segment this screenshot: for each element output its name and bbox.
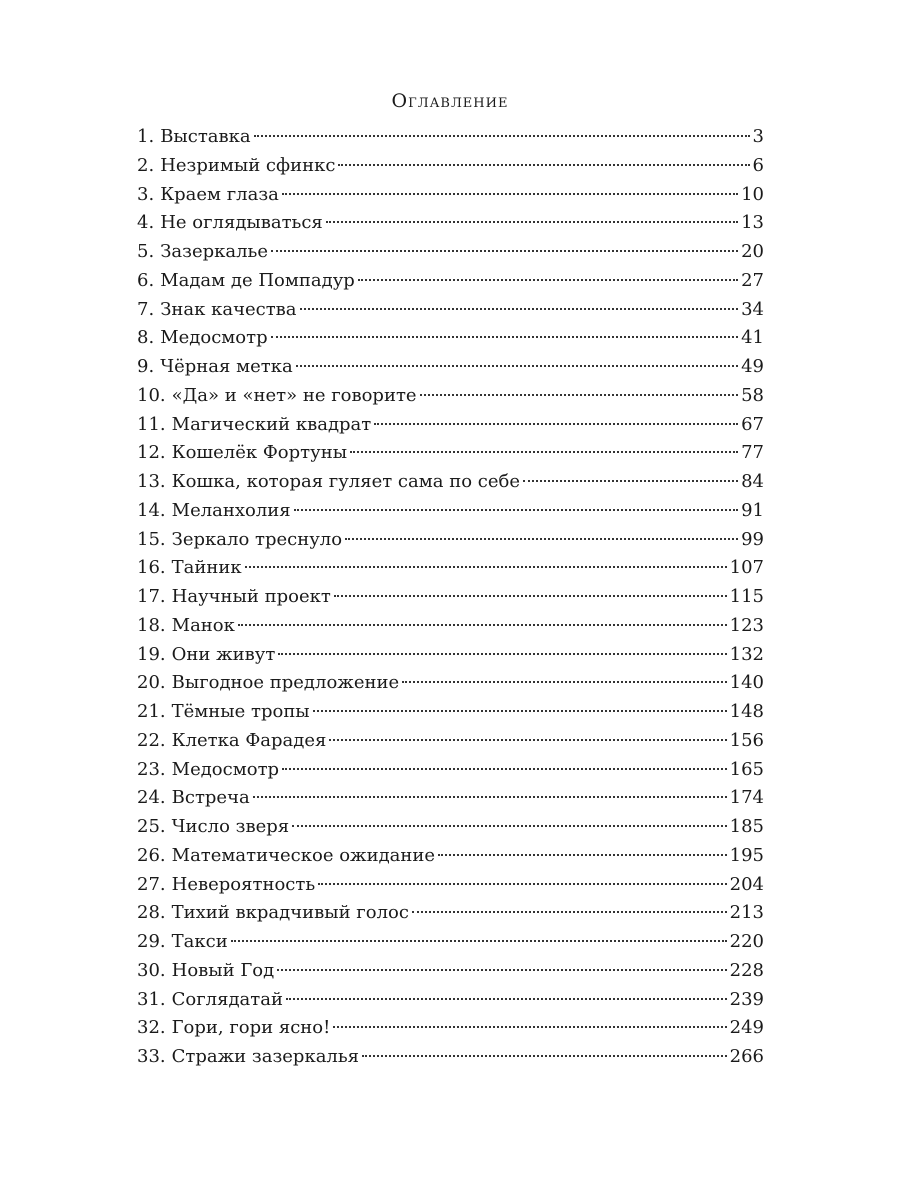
- chapter-number: 21.: [137, 701, 166, 722]
- chapter-title: Новый Год: [171, 959, 275, 981]
- toc-entry: [137, 296, 764, 325]
- toc-entry: [137, 353, 764, 382]
- chapter-page-number: 220: [729, 931, 764, 952]
- chapter-number: 10.: [137, 384, 166, 406]
- dot-leader: [300, 308, 739, 310]
- chapter-number: 6.: [137, 269, 155, 291]
- chapter-number: 15.: [137, 528, 166, 550]
- toc-entry: [137, 1014, 764, 1043]
- chapter-page-number: 77: [741, 442, 764, 464]
- chapter-page-number: 165: [729, 758, 764, 780]
- toc-entry: [137, 669, 764, 698]
- toc-entry: [137, 152, 764, 181]
- chapter-title: Краем глаза: [160, 183, 279, 205]
- chapter-title: Гори, гори ясно!: [171, 1017, 331, 1039]
- toc-entry: [137, 957, 764, 986]
- chapter-title: Тайник: [171, 557, 242, 579]
- chapter-number: 32.: [137, 1017, 166, 1039]
- chapter-number: 33.: [137, 1046, 166, 1067]
- chapter-number: 11.: [137, 413, 166, 435]
- toc-entry: [137, 181, 764, 210]
- chapter-page-number: 6: [752, 154, 764, 176]
- dot-leader: [326, 221, 738, 223]
- dot-leader: [245, 566, 727, 568]
- chapter-number: 12.: [137, 442, 166, 464]
- chapter-number: 2.: [137, 154, 155, 176]
- chapter-page-number: 239: [729, 988, 764, 1010]
- chapter-title: Манок: [171, 614, 235, 636]
- toc-entry: [137, 123, 764, 152]
- dot-leader: [271, 336, 739, 338]
- chapter-title: Они живут: [171, 643, 276, 665]
- chapter-title: Встреча: [171, 787, 250, 809]
- dot-leader: [313, 710, 727, 712]
- dot-leader: [334, 595, 727, 597]
- dot-leader: [286, 998, 727, 1000]
- dot-leader: [523, 480, 738, 482]
- toc-entry: [137, 583, 764, 612]
- dot-leader: [345, 538, 738, 540]
- dot-leader: [350, 451, 738, 453]
- chapter-number: 18.: [137, 614, 166, 636]
- dot-leader: [338, 164, 749, 166]
- dot-leader: [420, 394, 739, 396]
- toc-entry: [137, 641, 764, 670]
- toc-entry: [137, 209, 764, 238]
- chapter-title: Медосмотр: [160, 327, 268, 349]
- dot-leader: [231, 940, 727, 942]
- chapter-page-number: 41: [741, 327, 764, 349]
- chapter-title: Не оглядываться: [160, 212, 323, 234]
- dot-leader: [362, 1055, 727, 1057]
- dot-leader: [412, 911, 727, 913]
- dot-leader: [402, 681, 727, 683]
- chapter-page-number: 123: [729, 614, 764, 636]
- chapter-number: 14.: [137, 499, 166, 521]
- toc-entry: [137, 554, 764, 583]
- chapter-title: Кошелёк Фортуны: [171, 442, 348, 464]
- chapter-title: Математическое ожидание: [171, 844, 436, 866]
- chapter-number: 1.: [137, 126, 155, 147]
- chapter-page-number: 49: [741, 356, 764, 377]
- chapter-page-number: 20: [741, 241, 764, 262]
- dot-leader: [318, 883, 727, 885]
- toc-entry: [137, 238, 764, 267]
- chapter-number: 13.: [137, 471, 166, 492]
- chapter-number: 17.: [137, 586, 166, 607]
- chapter-page-number: 140: [729, 672, 764, 694]
- dot-leader: [296, 365, 738, 367]
- chapter-number: 22.: [137, 729, 166, 751]
- chapter-page-number: 91: [741, 499, 764, 521]
- chapter-page-number: 3: [752, 126, 764, 147]
- toc-entry: [137, 784, 764, 813]
- dot-leader: [277, 969, 726, 971]
- chapter-title: Соглядатай: [171, 988, 283, 1010]
- chapter-title: «Да» и «нет» не говорите: [171, 384, 417, 406]
- chapter-page-number: 67: [741, 413, 764, 435]
- chapter-title: Тёмные тропы: [171, 701, 310, 722]
- dot-leader: [438, 854, 727, 856]
- chapter-title: Зазеркалье: [160, 241, 268, 262]
- toc-entry: [137, 612, 764, 641]
- dot-leader: [282, 193, 738, 195]
- dot-leader: [374, 423, 738, 425]
- chapter-page-number: 58: [741, 384, 764, 406]
- chapter-title: Знак качества: [160, 298, 297, 320]
- toc-entry: [137, 497, 764, 526]
- chapter-title: Клетка Фарадея: [171, 729, 327, 751]
- toc-title: Оглавление: [391, 90, 509, 112]
- chapter-page-number: 195: [729, 844, 764, 866]
- chapter-number: 9.: [137, 356, 155, 377]
- chapter-page-number: 213: [729, 902, 764, 924]
- chapter-title: Научный проект: [171, 586, 331, 607]
- chapter-number: 25.: [137, 816, 166, 837]
- chapter-title: Незримый сфинкс: [160, 154, 336, 176]
- dot-leader: [282, 768, 727, 770]
- dot-leader: [294, 509, 738, 511]
- chapter-page-number: 204: [729, 873, 764, 895]
- chapter-number: 27.: [137, 873, 166, 895]
- dot-leader: [271, 250, 738, 252]
- chapter-page-number: 13: [741, 212, 764, 234]
- dot-leader: [253, 796, 727, 798]
- chapter-number: 19.: [137, 643, 166, 665]
- toc-entry: [137, 1043, 764, 1072]
- dot-leader: [238, 624, 727, 626]
- toc-entry: [137, 842, 764, 871]
- toc-entry: [137, 411, 764, 440]
- chapter-title: Тихий вкрадчивый голос: [171, 902, 409, 924]
- chapter-title: Медосмотр: [171, 758, 280, 780]
- chapter-page-number: 84: [741, 471, 764, 492]
- chapter-number: 30.: [137, 959, 166, 981]
- chapter-page-number: 10: [741, 183, 764, 205]
- chapter-page-number: 174: [729, 787, 764, 809]
- chapter-number: 26.: [137, 844, 166, 866]
- toc-entry: [137, 698, 764, 727]
- toc-entry: [137, 439, 764, 468]
- dot-leader: [254, 135, 750, 137]
- dot-leader: [358, 279, 738, 281]
- chapter-number: 16.: [137, 557, 166, 579]
- chapter-title: Меланхолия: [171, 499, 291, 521]
- chapter-number: 28.: [137, 902, 166, 924]
- toc-entry: [137, 871, 764, 900]
- chapter-title: Такси: [171, 931, 228, 952]
- chapter-number: 31.: [137, 988, 166, 1010]
- toc-entry: [137, 813, 764, 842]
- chapter-number: 8.: [137, 327, 155, 349]
- chapter-title: Невероятность: [171, 873, 316, 895]
- chapter-page-number: 132: [729, 643, 764, 665]
- toc-entry: [137, 928, 764, 957]
- chapter-title: Выгодное предложение: [171, 672, 400, 694]
- chapter-number: 20.: [137, 672, 166, 694]
- dot-leader: [333, 1026, 726, 1028]
- toc-entry: [137, 382, 764, 411]
- toc-entry: [137, 267, 764, 296]
- chapter-title: Магический квадрат: [171, 413, 372, 435]
- chapter-number: 4.: [137, 212, 155, 234]
- chapter-page-number: 228: [729, 959, 764, 981]
- chapter-number: 5.: [137, 241, 155, 262]
- chapter-number: 3.: [137, 183, 155, 205]
- chapter-page-number: 185: [729, 816, 764, 837]
- chapter-page-number: 148: [729, 701, 764, 722]
- chapter-title: Мадам де Помпадур: [160, 269, 355, 291]
- toc-entry: [137, 756, 764, 785]
- chapter-page-number: 156: [729, 729, 764, 751]
- chapter-number: 29.: [137, 931, 166, 952]
- chapter-page-number: 266: [729, 1046, 764, 1067]
- toc-entry: [137, 324, 764, 353]
- chapter-number: 24.: [137, 787, 166, 809]
- chapter-page-number: 27: [741, 269, 764, 291]
- chapter-page-number: 107: [729, 557, 764, 579]
- toc-entry: [137, 899, 764, 928]
- chapter-title: Число зверя: [171, 816, 290, 837]
- chapter-number: 7.: [137, 298, 155, 320]
- toc-entry: [137, 526, 764, 555]
- chapter-page-number: 249: [729, 1017, 764, 1039]
- dot-leader: [278, 653, 726, 655]
- toc-entry: [137, 468, 764, 497]
- dot-leader: [292, 825, 727, 827]
- chapter-page-number: 115: [729, 586, 764, 607]
- dot-leader: [329, 739, 726, 741]
- toc-entry: [137, 986, 764, 1015]
- chapter-title: Выставка: [160, 126, 251, 147]
- chapter-page-number: 99: [741, 528, 764, 550]
- chapter-title: Кошка, которая гуляет сама по себе: [171, 471, 520, 492]
- chapter-page-number: 34: [741, 298, 764, 320]
- toc-list: [137, 123, 764, 1072]
- chapter-title: Чёрная метка: [160, 356, 293, 377]
- chapter-number: 23.: [137, 758, 166, 780]
- toc-entry: [137, 727, 764, 756]
- chapter-title: Стражи зазеркалья: [171, 1046, 360, 1067]
- chapter-title: Зеркало треснуло: [171, 528, 343, 550]
